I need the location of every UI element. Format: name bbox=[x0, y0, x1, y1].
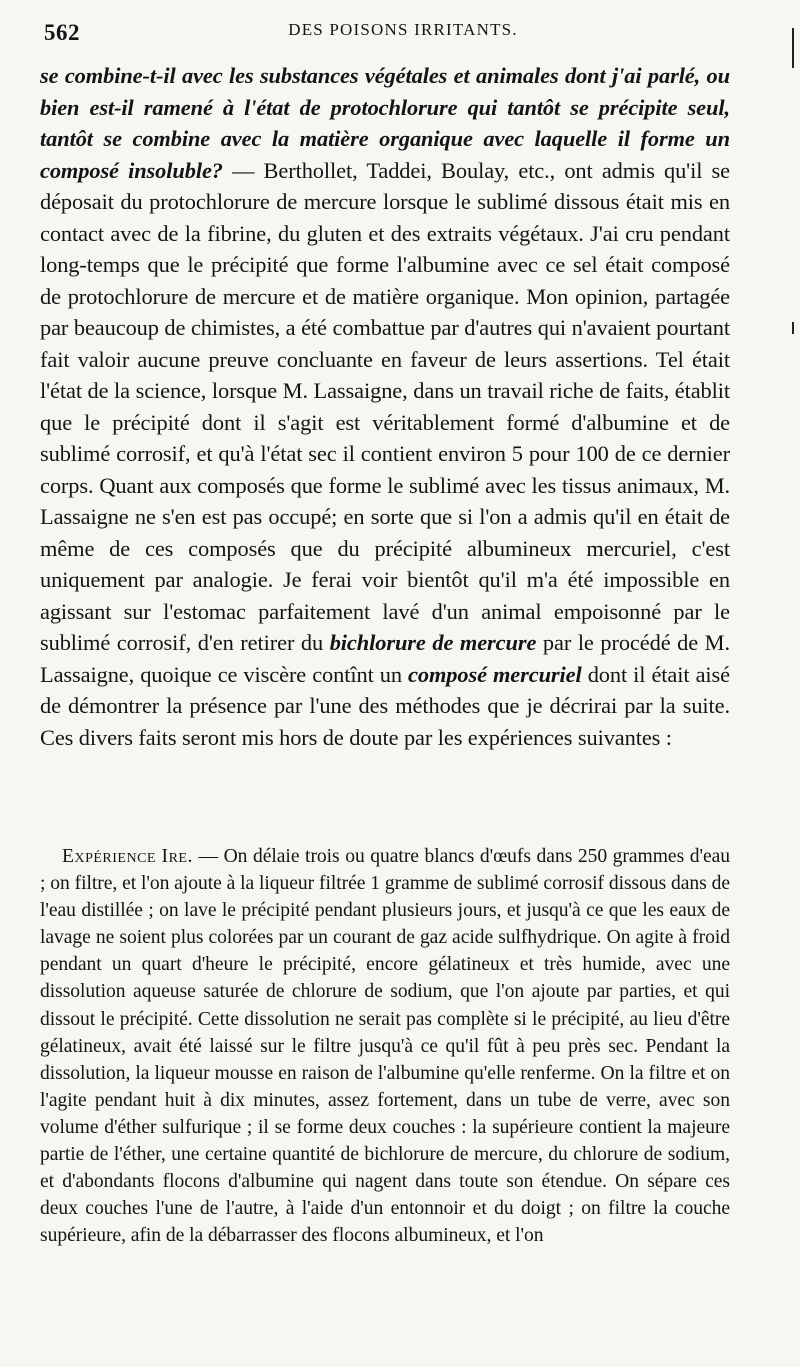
page-edge-mark bbox=[792, 322, 794, 334]
paragraph-text-a: — Berthollet, Taddei, Boulay, etc., ont admis qu'il se déposait du protochlorure de mercure lorsque le sublimé dissous était mis en contact avec de la fibrine, du gluten et des extraits végétaux. J'ai cru pendant long-temps que le précipité que forme l'albumine avec ce sel était composé de protochlorure de mercure et de matière organique. Mon opinion, partagée par beaucoup de chimistes, a été combattue par d'autres qui n'avaient pourtant fait valoir aucune preuve concluante en faveur de leurs assertions. Tel était l'état de la science, lorsque M. Lassaigne, dans un travail riche de faits, établit que le précipité dont il s'agit est véritablement formé d'albumine et de sublimé corrosif, et qu'à l'état sec il contient environ 5 pour 100 de ce dernier corps. Quant aux composés que forme le sublimé avec les tissus animaux, M. Lassaigne ne s'en est pas occupé; en sorte que si l'on a admis qu'il en était de même de ces composés que du précipité albumineux mercuriel, c'est uniquement par analogie. Je ferai voir bientôt qu'il m'a été impossible en agissant sur l'estomac parfaitement lavé d'un animal empoisonné par le sublimé corrosif, d'en retirer du bbox=[40, 157, 730, 655]
page-header bbox=[44, 20, 722, 50]
main-paragraph bbox=[40, 60, 730, 753]
italic-term-compose: composé mercuriel bbox=[408, 661, 582, 687]
experiment-label: Expérience bbox=[62, 846, 156, 867]
experiment-number: Ire. bbox=[161, 846, 193, 867]
experiment-text: — On délaie trois ou quatre blancs d'œufs dans 250 grammes d'eau ; on filtre, et l'on ajoute à la liqueur filtrée 1 gramme de sublimé corrosif dissous dans de l'eau distillée ; on lave le précipité pendant plusieurs jours, et jusqu'à ce que les eaux de lavage ne soient plus colorées par un courant de gaz acide sulfhydrique. On agite à froid pendant un quart d'heure le précipité, encore gélatineux et très humide, avec une dissolution aqueuse saturée de chlorure de sodium, que l'on ajoute par parties, et qui dissout le précipité. Cette dissolution ne serait pas complète si le précipité, au lieu d'être gélatineux, avait été laissé sur le filtre jusqu'à ce qu'il fût à peu près sec. Pendant la dissolution, la liqueur mousse en raison de l'albumine qu'elle renferme. On la filtre et on l'agite pendant huit à dix minutes, assez fortement, dans un tube de verre, avec son volume d'éther sulfurique ; il se forme deux couches : la supérieure contient la majeure partie de l'éther, une certaine quantité de bichlorure de mercure, du chlorure de sodium, et d'abondants flocons d'albumine qui nagent dans toute son étendue. On sépare ces deux couches l'une de l'autre, à l'aide d'un entonnoir et du doigt ; on filtre la couche supérieure, afin de la débarrasser des flocons albumineux, et l'on bbox=[40, 846, 730, 1247]
paragraph-continuation bbox=[40, 60, 730, 753]
page-edge-shadow bbox=[792, 28, 794, 68]
italic-question: se combine-t-il avec les substances végétales et animales dont j'ai parlé, ou bien est-il ramené à l'état de protochlorure qui tantôt se précipite seul, tantôt se combine avec la matière organique avec laquelle il forme un composé insoluble? bbox=[40, 63, 730, 183]
page-number: 562 bbox=[44, 20, 80, 45]
experiment-paragraph bbox=[40, 843, 730, 1249]
paragraph-text-c: par le procédé de M. Lassaigne, quoique ce viscère contînt un bbox=[40, 630, 730, 687]
italic-term-bichlorure: bichlorure de mercure bbox=[329, 630, 537, 655]
paragraph-text-e: dont il était aisé de démontrer la présence par l'une des méthodes que je décrirai par la suite. Ces divers faits seront mis hors de doute par les expériences suivantes : bbox=[40, 661, 730, 750]
experiment-section bbox=[40, 843, 730, 1249]
running-head: DES POISONS IRRITANTS. bbox=[288, 20, 518, 39]
